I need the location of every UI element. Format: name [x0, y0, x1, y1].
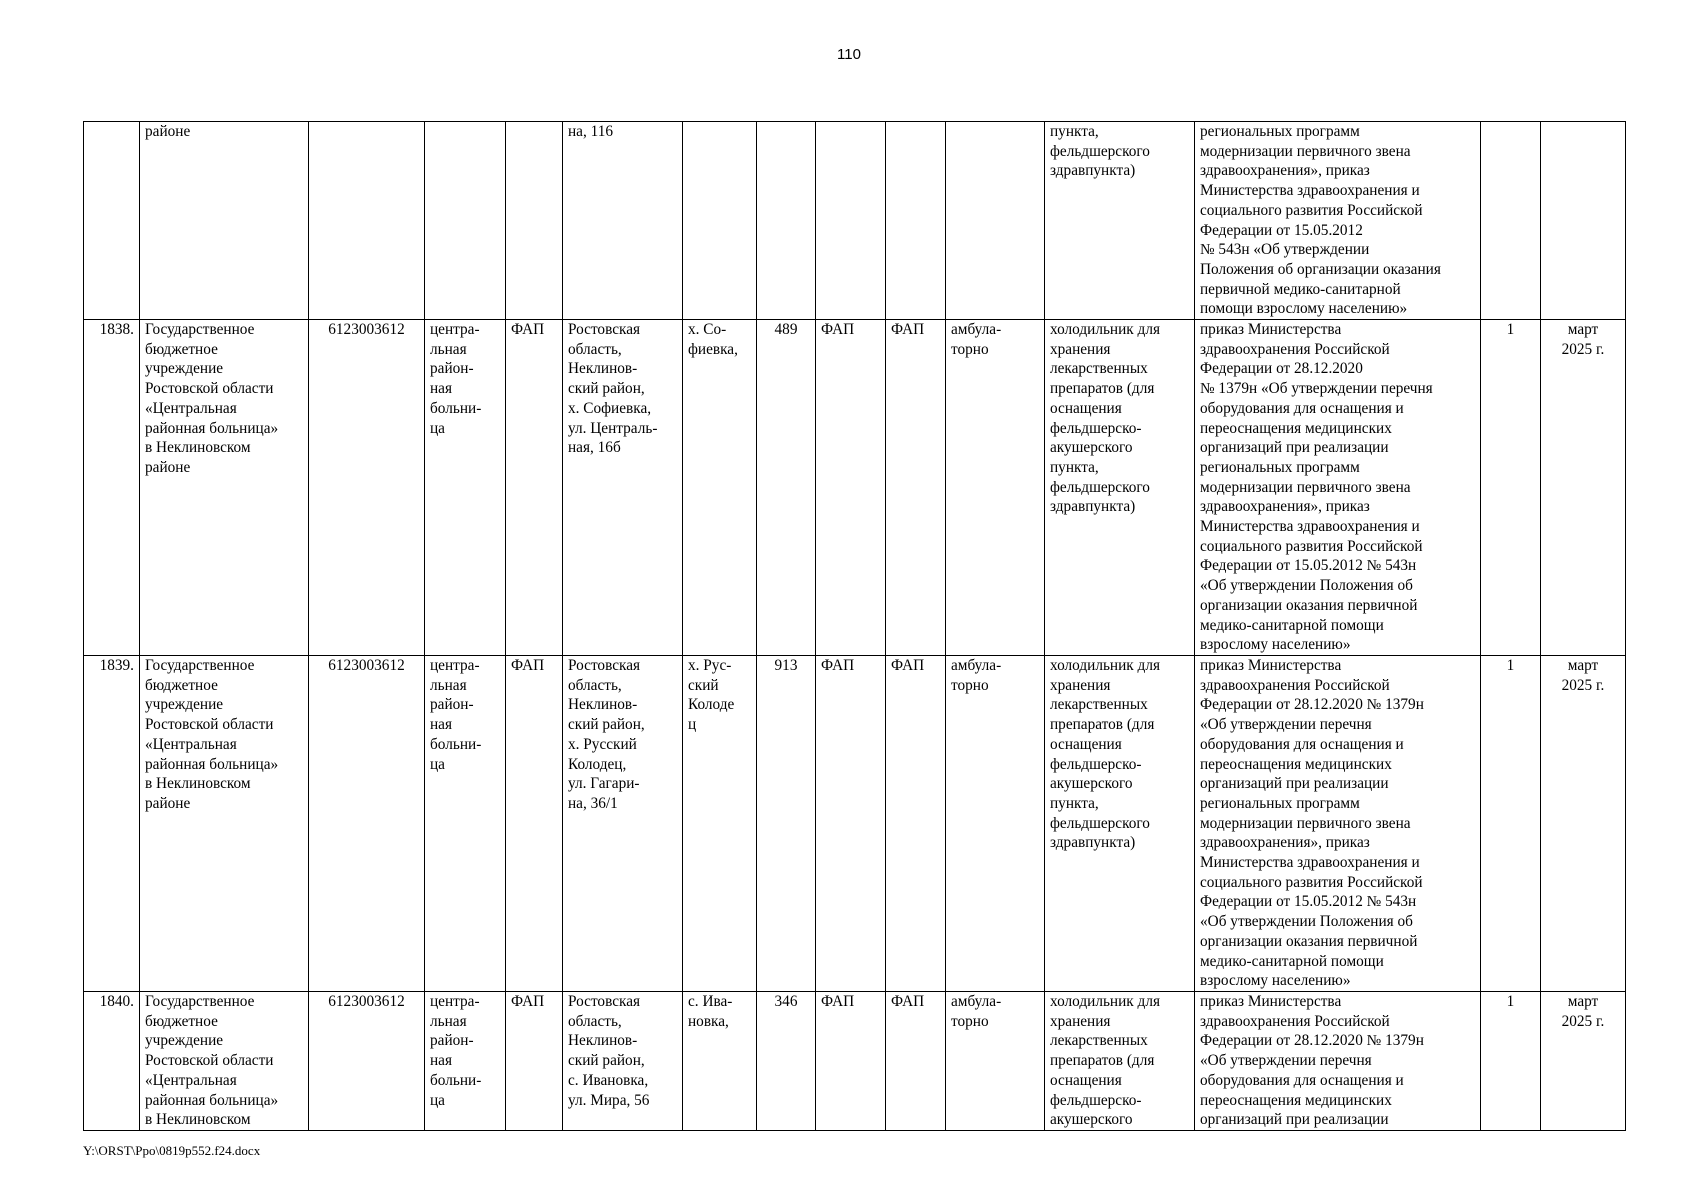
due-date: март 2025 г.: [1541, 320, 1626, 656]
organization-kind: [425, 122, 506, 320]
table-row: [84, 656, 1626, 992]
equipment: холодильник для хранения лекарственных препаратов (для оснащения фельдшерско- акушерского: [1045, 992, 1195, 1131]
legal-basis: приказ Министерства здравоохранения Российской Федерации от 28.12.2020 № 1379н «Об утверждении перечня оборудования для оснащения и переоснащения медицинских организаций при реализации: [1195, 992, 1481, 1131]
legal-basis: приказ Министерства здравоохранения Российской Федерации от 28.12.2020 № 1379н «Об утверждении перечня оборудования для оснащения и переоснащения медицинских организаций при реализации региональных программ модернизации первичного звена здравоохранения», приказ Министерства здравоохранения и социального развития Российской Федерации от 15.05.2012 № 543н «Об утверждении Положения об организации оказания первичной медико-санитарной помощи взрослому населению»: [1195, 656, 1481, 992]
population: [757, 122, 816, 320]
address: Ростовская область, Неклинов- ский район, х. Русский Колодец, ул. Гагари- на, 36/1: [563, 656, 683, 992]
legal-basis: приказ Министерства здравоохранения Российской Федерации от 28.12.2020 № 1379н «Об утверждении перечня оборудования для оснащения и переоснащения медицинских организаций при реализации региональных программ модернизации первичного звена здравоохранения», приказ Министерства здравоохранения и социального развития Российской Федерации от 15.05.2012 № 543н «Об утверждении Положения об организации оказания первичной медико-санитарной помощи взрослому населению»: [1195, 320, 1481, 656]
due-date: [1541, 122, 1626, 320]
care-mode: амбула- торно: [946, 320, 1045, 656]
quantity: 1: [1481, 320, 1541, 656]
inn: 6123003612: [309, 992, 425, 1131]
equipment-table: [83, 121, 1626, 1131]
organization-name: Государственное бюджетное учреждение Ростовской области «Центральная районная больница» в Неклиновском: [140, 992, 309, 1131]
facility-type: ФАП: [506, 320, 563, 656]
facility-type: ФАП: [506, 992, 563, 1131]
unit-type-2: ФАП: [886, 656, 946, 992]
file-path-footer: Y:\ORST\Ppo\0819p552.f24.docx: [83, 1143, 261, 1158]
unit-type-2: ФАП: [886, 992, 946, 1131]
unit-type: [816, 122, 886, 320]
organization-kind: центра- льная район- ная больни- ца: [425, 320, 506, 656]
organization-kind: центра- льная район- ная больни- ца: [425, 656, 506, 992]
unit-type: ФАП: [816, 656, 886, 992]
inn: [309, 122, 425, 320]
row-number: 1838.: [84, 320, 140, 656]
table-row: [84, 992, 1626, 1131]
facility-type: ФАП: [506, 656, 563, 992]
equipment: холодильник для хранения лекарственных препаратов (для оснащения фельдшерско- акушерского пункта, фельдшерского здравпункта): [1045, 656, 1195, 992]
row-number: [84, 122, 140, 320]
settlement: х. Рус- ский Колоде ц: [683, 656, 757, 992]
unit-type-2: [886, 122, 946, 320]
quantity: 1: [1481, 656, 1541, 992]
legal-basis: региональных программ модернизации первичного звена здравоохранения», приказ Министерства здравоохранения и социального развития Российской Федерации от 15.05.2012 № 543н «Об утверждении Положения об организации оказания первичной медико-санитарной помощи взрослому населению»: [1195, 122, 1481, 320]
row-number: 1840.: [84, 992, 140, 1131]
address: на, 116: [563, 122, 683, 320]
due-date: март 2025 г.: [1541, 656, 1626, 992]
due-date: март 2025 г.: [1541, 992, 1626, 1131]
inn: 6123003612: [309, 656, 425, 992]
table-row: [84, 320, 1626, 656]
care-mode: [946, 122, 1045, 320]
organization-name: Государственное бюджетное учреждение Ростовской области «Центральная районная больница» в Неклиновском районе: [140, 320, 309, 656]
organization-name: Государственное бюджетное учреждение Ростовской области «Центральная районная больница» в Неклиновском районе: [140, 656, 309, 992]
table-row: [84, 122, 1626, 320]
settlement: [683, 122, 757, 320]
inn: 6123003612: [309, 320, 425, 656]
settlement: х. Со- фиевка,: [683, 320, 757, 656]
unit-type: ФАП: [816, 992, 886, 1131]
organization-name: районе: [140, 122, 309, 320]
care-mode: амбула- торно: [946, 992, 1045, 1131]
facility-type: [506, 122, 563, 320]
population: 489: [757, 320, 816, 656]
address: Ростовская область, Неклинов- ский район, х. Софиевка, ул. Централь- ная, 16б: [563, 320, 683, 656]
care-mode: амбула- торно: [946, 656, 1045, 992]
address: Ростовская область, Неклинов- ский район, с. Ивановка, ул. Мира, 56: [563, 992, 683, 1131]
page-number: 110: [837, 46, 861, 63]
settlement: с. Ива- новка,: [683, 992, 757, 1131]
equipment: холодильник для хранения лекарственных препаратов (для оснащения фельдшерско- акушерского пункта, фельдшерского здравпункта): [1045, 320, 1195, 656]
organization-kind: центра- льная район- ная больни- ца: [425, 992, 506, 1131]
population: 346: [757, 992, 816, 1131]
equipment: пункта, фельдшерского здравпункта): [1045, 122, 1195, 320]
population: 913: [757, 656, 816, 992]
unit-type: ФАП: [816, 320, 886, 656]
unit-type-2: ФАП: [886, 320, 946, 656]
quantity: 1: [1481, 992, 1541, 1131]
row-number: 1839.: [84, 656, 140, 992]
quantity: [1481, 122, 1541, 320]
